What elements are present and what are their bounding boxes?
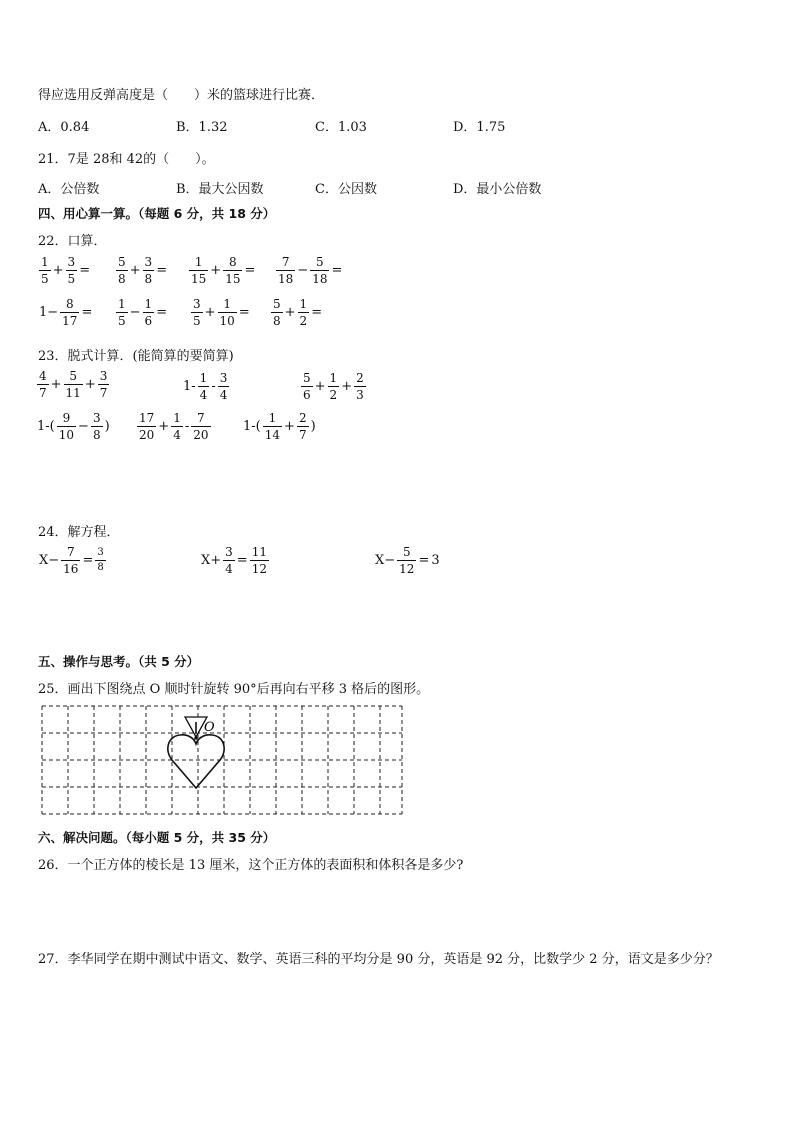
q20-option-a: A．0.84 — [38, 120, 90, 135]
q24-equation-1: X− $\frac{7}{16}$ = $\frac{3}{8}$ — [39, 545, 104, 576]
q23-expr-2: 1- $\frac{1}{4}$ - $\frac{3}{4}$ — [183, 371, 228, 402]
q24-equation-2: X+ $\frac{3}{4}$ = $\frac{11}{12}$ — [201, 545, 267, 576]
q25-text: 25．画出下图绕点 O 顺时针旋转 90°后再向右平移 3 格后的图形。 — [38, 682, 430, 697]
q22-expr-7: $\frac{3}{5}$ + $\frac{1}{10}$ = — [193, 297, 250, 328]
point-o-label: O — [204, 720, 215, 735]
q20-option-b: B．1.32 — [176, 120, 228, 135]
section-6-title: 六、解决问题。（每小题 5 分，共 35 分） — [38, 830, 276, 845]
q21-stem: 21．7是 28和 42的（ ）。 — [38, 152, 215, 167]
q22-expr-4: $\frac{7}{18}$ − $\frac{5}{18}$ = — [278, 255, 343, 286]
q23-title: 23．脱式计算．(能简算的要简算) — [38, 349, 234, 364]
q22-expr-1: $\frac{1}{5}$ + $\frac{3}{5}$ = — [41, 255, 91, 286]
q20-option-c: C．1.03 — [315, 120, 367, 135]
q21-option-b: B．最大公因数 — [176, 182, 264, 197]
q26-text: 26．一个正方体的棱长是 13 厘米，这个正方体的表面积和体积各是多少? — [38, 858, 464, 873]
q23-expr-3: $\frac{5}{6}$ + $\frac{1}{2}$ + $\frac{2}{3}$ — [303, 371, 364, 402]
q23-expr-6: 1-( $\frac{1}{14}$ + $\frac{2}{7}$ ) — [243, 411, 316, 442]
q20-stem: 得应选用反弹高度是（ ）米的篮球进行比赛． — [38, 88, 325, 103]
q21-option-c: C．公因数 — [315, 182, 377, 197]
q22-expr-3: $\frac{1}{15}$ + $\frac{8}{15}$ = — [191, 255, 256, 286]
q21-option-d: D．最小公倍数 — [453, 182, 542, 197]
q22-expr-6: $\frac{1}{5}$ − $\frac{1}{6}$ = — [118, 297, 168, 328]
q20-option-d: D．1.75 — [453, 120, 506, 135]
q23-expr-5: $\frac{17}{20}$ + $\frac{1}{4}$ - $\frac{7}{20}$ — [139, 411, 209, 442]
q25-grid-figure — [40, 704, 406, 818]
q21-option-a: A．公倍数 — [38, 182, 100, 197]
rotation-point — [194, 736, 198, 740]
q27-text: 27．李华同学在期中测试中语文、数学、英语三科的平均分是 90 分，英语是 92 分，比数学少 2 分，语文是多少分？ — [38, 952, 719, 967]
q22-title: 22．口算． — [38, 234, 107, 249]
section-4-title: 四、用心算一算。（每题 6 分，共 18 分） — [38, 206, 276, 221]
q22-expr-5: 1− $\frac{8}{17}$ = — [39, 297, 93, 328]
q23-expr-1: $\frac{4}{7}$ + $\frac{5}{11}$ + $\frac{3}{7}$ — [39, 369, 108, 400]
q23-expr-4: 1-( $\frac{9}{10}$ − $\frac{3}{8}$ ) — [37, 411, 110, 442]
section-5-title: 五、操作与思考。（共 5 分） — [38, 654, 200, 669]
q24-title: 24．解方程． — [38, 525, 120, 540]
q22-expr-2: $\frac{5}{8}$ + $\frac{3}{8}$ = — [118, 255, 168, 286]
q22-expr-8: $\frac{5}{8}$ + $\frac{1}{2}$ = — [273, 297, 323, 328]
heart-shape — [168, 735, 224, 788]
q24-equation-3: X− $\frac{5}{12}$ = 3 — [375, 545, 440, 576]
grid-lines — [42, 706, 402, 814]
